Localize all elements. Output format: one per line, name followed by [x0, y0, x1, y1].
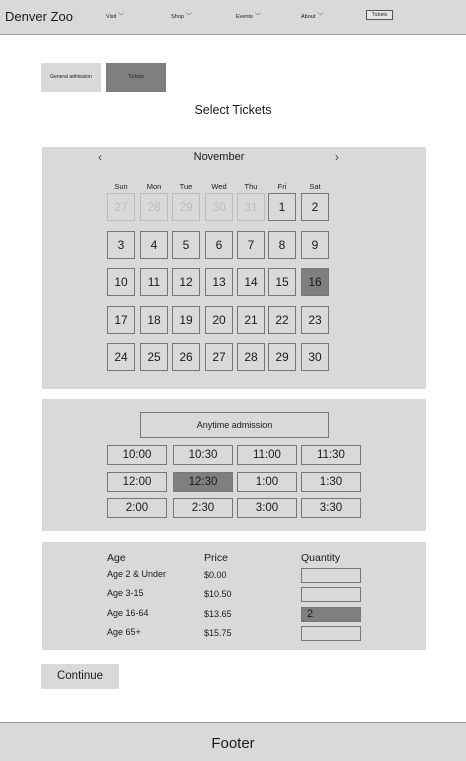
time-slot[interactable]: 10:00	[107, 445, 167, 465]
price-header: Price	[204, 552, 228, 564]
nav-events[interactable]	[236, 11, 261, 20]
calendar-day[interactable]: 16	[301, 268, 329, 296]
time-slot[interactable]: 12:00	[107, 472, 167, 492]
quantity-header: Quantity	[301, 552, 341, 564]
nav-about[interactable]	[301, 11, 323, 20]
weekday-label: Fri	[277, 182, 287, 191]
quantity-input[interactable]	[301, 626, 361, 641]
nav-visit-label: Visit	[106, 14, 117, 20]
age-label: Age 2 & Under	[107, 569, 167, 579]
calendar-day: 28	[140, 193, 168, 221]
calendar-day[interactable]: 20	[205, 306, 233, 334]
weekday-label: Sat	[309, 182, 321, 191]
calendar-day[interactable]: 17	[107, 306, 135, 334]
nav-shop[interactable]	[171, 11, 192, 20]
time-slot[interactable]: 3:00	[237, 498, 297, 518]
nav-shop-label: Shop	[171, 14, 184, 20]
calendar-day[interactable]: 29	[268, 343, 296, 371]
calendar-day[interactable]: 19	[172, 306, 200, 334]
time-slot[interactable]: 11:30	[301, 445, 361, 465]
time-slot[interactable]: 2:30	[173, 498, 233, 518]
quantity-input[interactable]	[301, 587, 361, 602]
quantity-input[interactable]	[301, 568, 361, 583]
age-label: Age 3-15	[107, 588, 144, 598]
page-title: Select Tickets	[194, 103, 272, 117]
price-value: $13.65	[204, 609, 232, 619]
tab-tickets[interactable]: Tickets	[106, 63, 166, 92]
calendar-day[interactable]: 30	[301, 343, 329, 371]
price-value: $15.75	[204, 628, 232, 638]
weekday-label: Sun	[114, 182, 128, 191]
anytime-admission-button[interactable]: Anytime admission	[140, 412, 329, 438]
calendar-day[interactable]: 22	[268, 306, 296, 334]
calendar-day[interactable]: 12	[172, 268, 200, 296]
age-label: Age 16-64	[107, 608, 149, 618]
time-slot[interactable]: 2:00	[107, 498, 167, 518]
calendar-day: 29	[172, 193, 200, 221]
time-slot[interactable]: 1:00	[237, 472, 297, 492]
calendar-day[interactable]: 10	[107, 268, 135, 296]
weekday-label: Wed	[211, 182, 227, 191]
age-label: Age 65+	[107, 627, 141, 637]
calendar-day[interactable]: 5	[172, 231, 200, 259]
quantity-input[interactable]: 2	[301, 607, 361, 622]
price-value: $10.50	[204, 589, 232, 599]
time-panel	[42, 399, 426, 531]
calendar-day[interactable]: 15	[268, 268, 296, 296]
calendar-day[interactable]: 21	[237, 306, 265, 334]
calendar-day[interactable]: 4	[140, 231, 168, 259]
chevron-left-icon[interactable]: ‹	[98, 150, 102, 164]
time-slot[interactable]: 12:30	[173, 472, 233, 492]
calendar-day[interactable]: 26	[172, 343, 200, 371]
calendar-day[interactable]: 6	[205, 231, 233, 259]
calendar-day[interactable]: 2	[301, 193, 329, 221]
calendar-panel	[42, 147, 426, 389]
chevron-down-icon: ﹀	[317, 14, 324, 20]
weekday-label: Mon	[146, 182, 162, 191]
chevron-right-icon[interactable]: ›	[335, 150, 339, 164]
continue-button[interactable]: Continue	[41, 664, 119, 689]
weekday-label: Thu	[244, 182, 258, 191]
calendar-day[interactable]: 14	[237, 268, 265, 296]
tickets-button[interactable]: Tickets	[366, 10, 393, 20]
time-slot[interactable]: 3:30	[301, 498, 361, 518]
pricing-panel	[42, 542, 426, 650]
calendar-day[interactable]: 3	[107, 231, 135, 259]
footer: Footer	[0, 722, 466, 761]
header	[0, 0, 466, 35]
nav-events-label: Events	[236, 14, 253, 20]
calendar-day[interactable]: 25	[140, 343, 168, 371]
calendar-day[interactable]: 18	[140, 306, 168, 334]
calendar-day[interactable]: 24	[107, 343, 135, 371]
calendar-day[interactable]: 7	[237, 231, 265, 259]
weekday-label: Tue	[179, 182, 193, 191]
calendar-day: 31	[237, 193, 265, 221]
calendar-day[interactable]: 1	[268, 193, 296, 221]
tab-general-admission[interactable]: General admission	[41, 63, 101, 92]
price-value: $0.00	[204, 570, 227, 580]
chevron-down-icon: ﹀	[118, 14, 125, 20]
calendar-day[interactable]: 11	[140, 268, 168, 296]
calendar-day[interactable]: 8	[268, 231, 296, 259]
calendar-day[interactable]: 9	[301, 231, 329, 259]
time-slot[interactable]: 11:00	[237, 445, 297, 465]
calendar-day: 30	[205, 193, 233, 221]
nav-visit[interactable]	[106, 11, 124, 20]
chevron-down-icon: ﹀	[185, 14, 192, 20]
calendar-month: November	[193, 151, 245, 163]
calendar-day: 27	[107, 193, 135, 221]
calendar-day[interactable]: 13	[205, 268, 233, 296]
chevron-down-icon: ﹀	[254, 14, 261, 20]
calendar-day[interactable]: 23	[301, 306, 329, 334]
nav-about-label: About	[301, 14, 316, 20]
time-slot[interactable]: 10:30	[173, 445, 233, 465]
calendar-day[interactable]: 27	[205, 343, 233, 371]
calendar-day[interactable]: 28	[237, 343, 265, 371]
age-header: Age	[107, 552, 126, 564]
time-slot[interactable]: 1:30	[301, 472, 361, 492]
logo[interactable]: Denver Zoo	[5, 9, 73, 24]
